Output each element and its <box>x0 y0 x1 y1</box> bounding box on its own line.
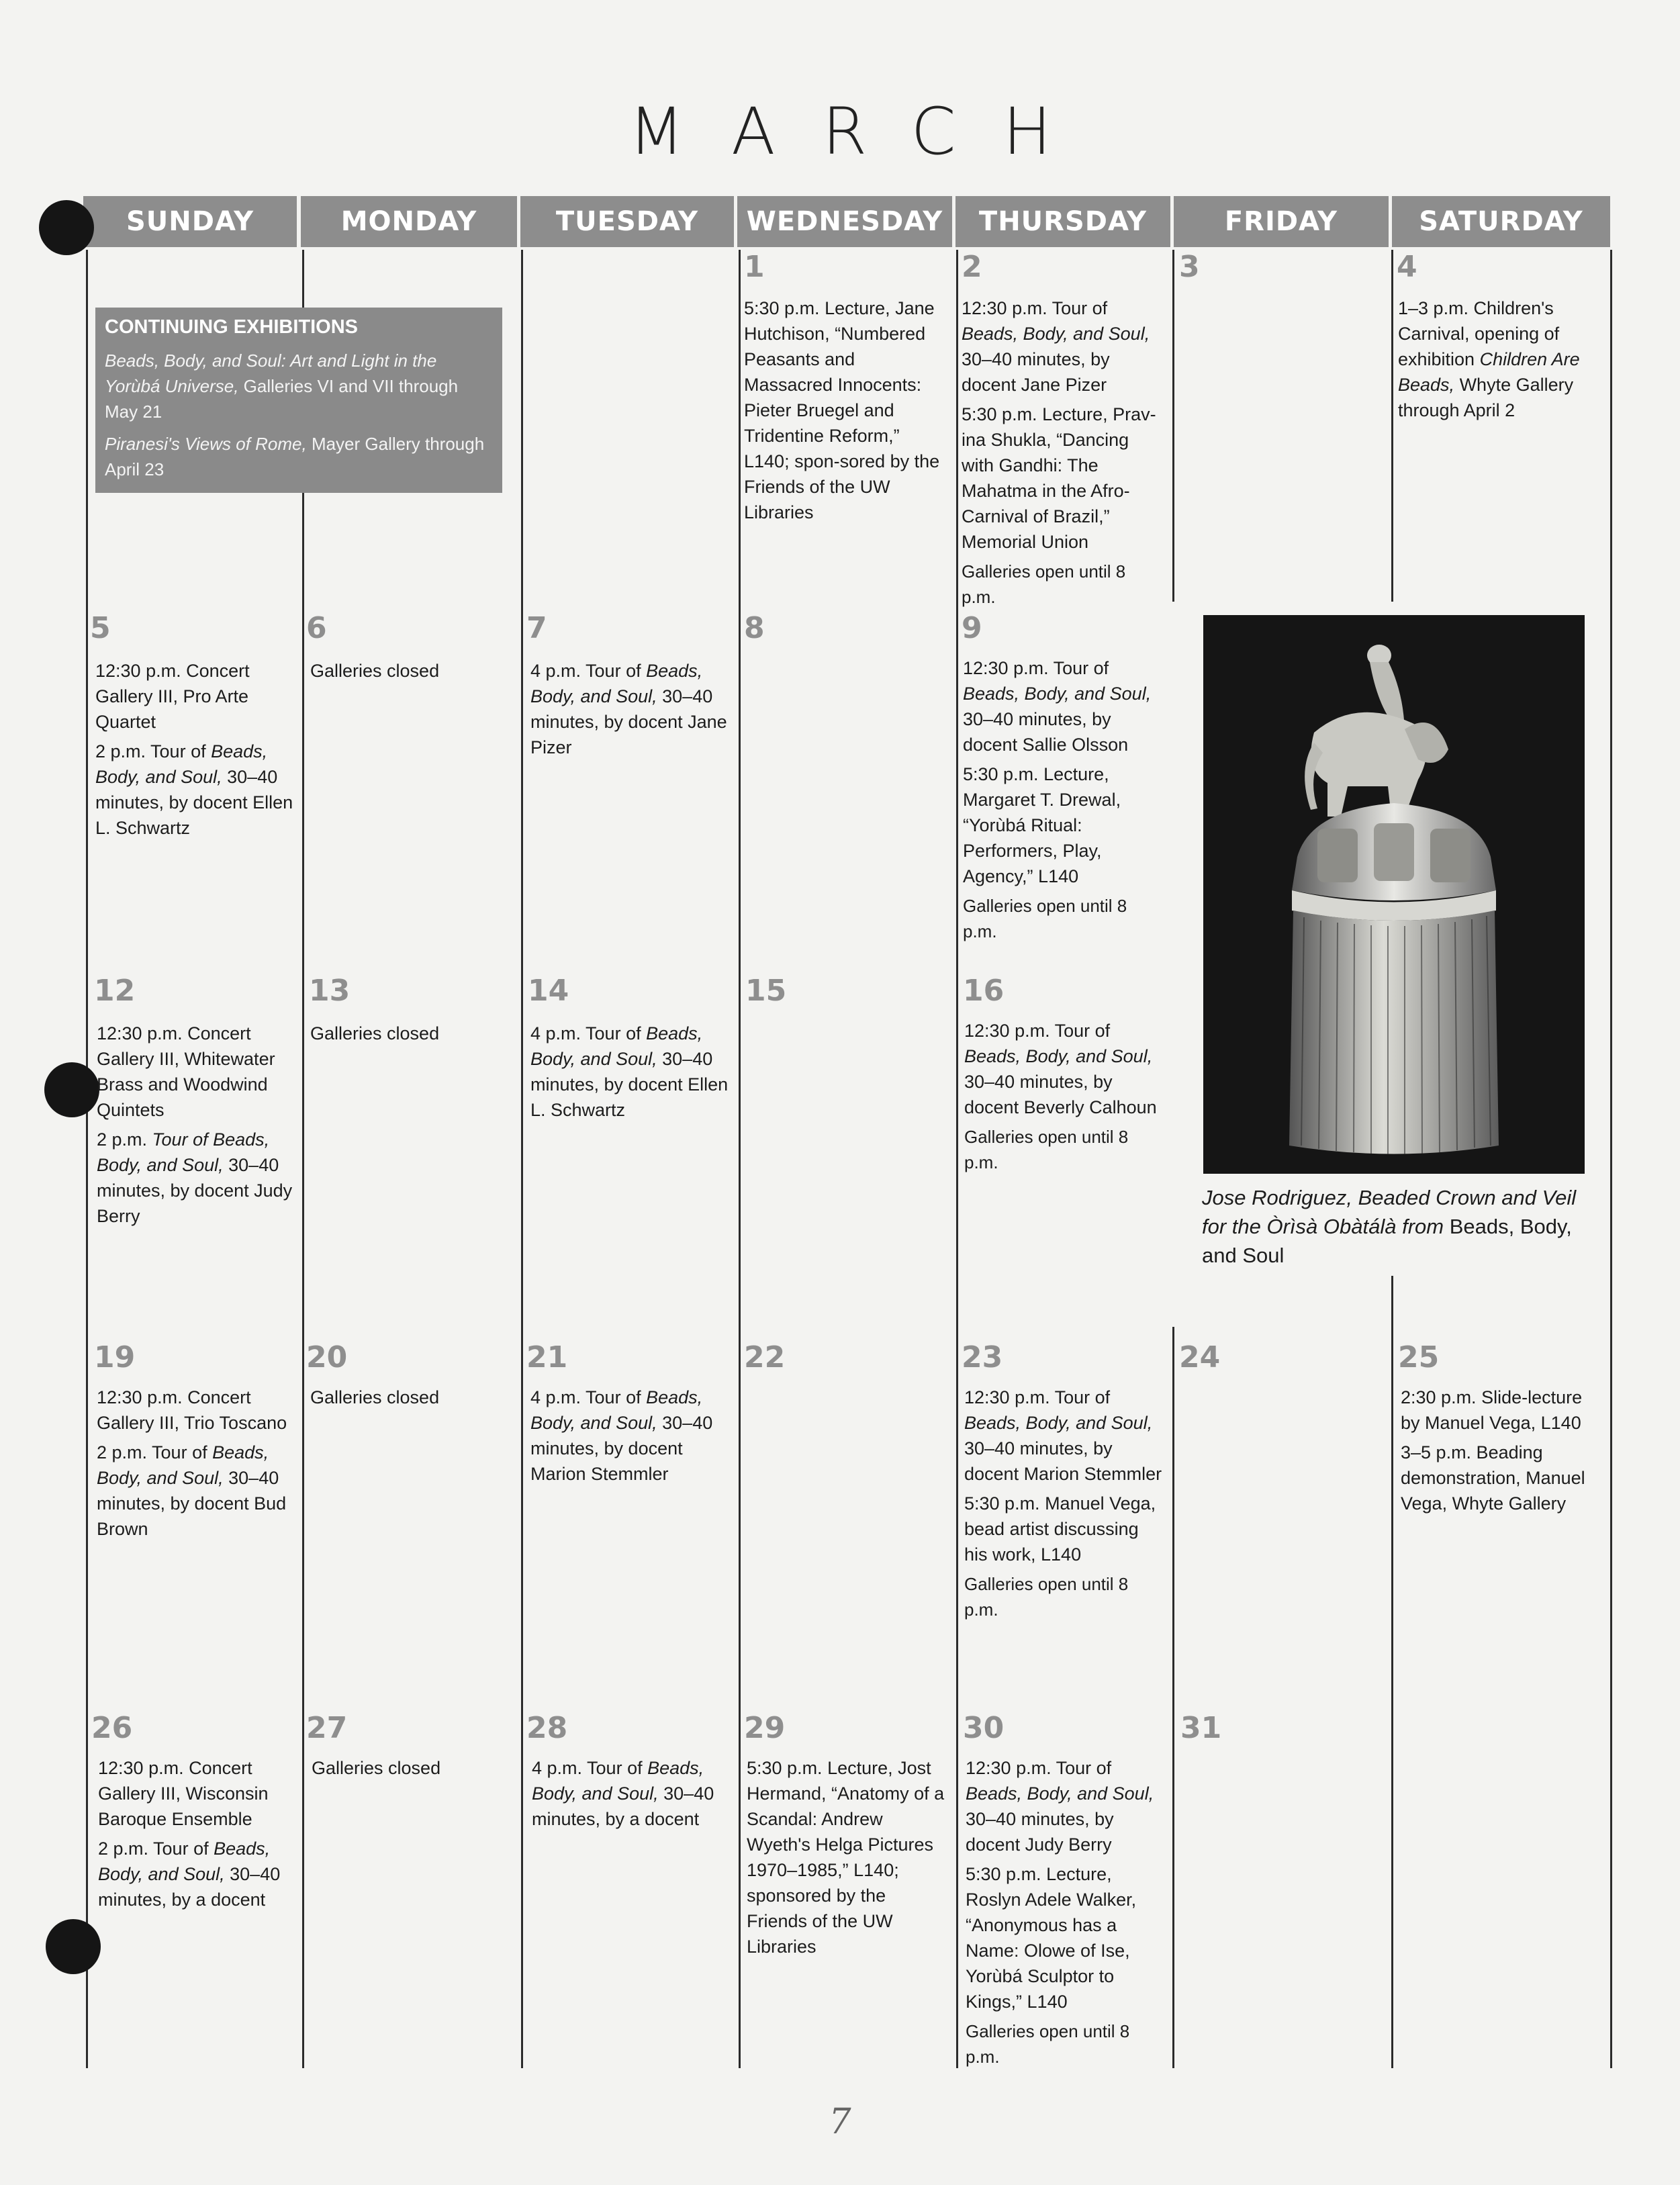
beaded-crown-image <box>1203 615 1585 1174</box>
binder-hole <box>39 200 94 255</box>
event: 5:30 p.m. Lecture, Jane Hutchison, “Numbered Peasants and Massacred Innocents: Pieter Bruegel and Tridentine Reform,” L140; spon-sored by the Friends of the UW Libraries <box>744 298 940 522</box>
day-number: 3 <box>1179 250 1200 284</box>
gallery-hours-note: Galleries open until 8 p.m. <box>964 1574 1129 1620</box>
event-text: Whyte Gallery through April 2 <box>1398 375 1574 420</box>
caption-artwork: Jose Rodriguez, Beaded Crown and Veil for the Òrìsà Obàtálà from <box>1202 1186 1577 1238</box>
day-events <box>97 1385 298 1546</box>
day-events <box>98 1755 299 1916</box>
day-number: 31 <box>1180 1711 1222 1745</box>
day-events <box>310 658 512 688</box>
event <box>95 739 297 841</box>
header-monday: MONDAY <box>301 196 517 247</box>
event <box>532 1755 733 1832</box>
event-text: 4 p.m. Tour of <box>530 661 647 681</box>
event-text: 12:30 p.m. Tour of <box>962 298 1108 318</box>
day-number: 30 <box>963 1711 1005 1745</box>
exhibition-title: Beads, Body, and Soul, <box>95 741 268 787</box>
event <box>530 1385 732 1487</box>
exhibition-title: Beads, Body, and Soul, <box>530 661 703 706</box>
event: 5:30 p.m. Lecture, Jost Hermand, “Anatomy of a Scandal: Andrew Wyeth's Helga Pictures 1970–1985,” L140; sponsored by the Friends of the UW Libraries <box>747 1758 945 1957</box>
day-number: 21 <box>526 1340 568 1375</box>
day-events <box>530 1385 732 1491</box>
continuing-exhibition-item <box>105 348 493 424</box>
page-number: 7 <box>829 2102 851 2142</box>
day-number: 20 <box>306 1340 348 1375</box>
event <box>530 658 732 760</box>
event: 5:30 p.m. Lecture, Margaret T. Drewal, “Yorùbá Ritual: Performers, Play, Agency,” L140 <box>963 764 1121 886</box>
day-events <box>1398 295 1599 427</box>
continuing-exhibitions-box <box>95 308 502 493</box>
exhibition-title: Beads, Body, and Soul: Art and Light in the Yorùbá Universe, <box>105 351 437 396</box>
header-sunday: SUNDAY <box>83 196 297 247</box>
day-events <box>530 658 732 764</box>
exhibition-title: Beads, Body, and Soul, <box>98 1839 271 1884</box>
event-text: 1–3 p.m. Children's Carnival, opening of exhibition <box>1398 298 1560 369</box>
binder-hole <box>44 1062 99 1117</box>
day-number: 8 <box>744 611 765 645</box>
event: 5:30 p.m. Manuel Vega, bead artist discussing his work, L140 <box>964 1493 1156 1565</box>
exhibition-title: Beads, Body, and Soul, <box>530 1387 703 1433</box>
event-text: 2 p.m. Tour of <box>98 1839 214 1859</box>
column-rule <box>1610 250 1612 2068</box>
event: 3–5 p.m. Beading demonstration, Manuel Vega, Whyte Gallery <box>1401 1442 1585 1514</box>
header-saturday: SATURDAY <box>1392 196 1610 247</box>
day-events <box>966 1755 1167 2070</box>
event-text: 12:30 p.m. Tour of <box>964 1021 1111 1041</box>
event-text: 4 p.m. Tour of <box>530 1023 647 1043</box>
day-events <box>310 1385 512 1414</box>
day-events <box>1401 1385 1602 1520</box>
event-text: 2 p.m. Tour of <box>97 1442 213 1462</box>
continuing-exhibition-item <box>105 431 493 482</box>
day-events <box>962 295 1163 610</box>
event-text: 30–40 minutes, by a docent <box>532 1783 714 1829</box>
photo-caption <box>1202 1183 1598 1270</box>
column-rule <box>302 250 304 2068</box>
event <box>97 1127 298 1229</box>
event: 2:30 p.m. Slide-lecture by Manuel Vega, L140 <box>1401 1387 1583 1433</box>
event-text: 12:30 p.m. Tour of <box>963 658 1109 678</box>
day-events <box>747 1755 948 1963</box>
column-rule <box>739 250 741 2068</box>
exhibition-title: Beads, Body, and Soul, <box>962 324 1150 344</box>
event-text: 4 p.m. Tour of <box>530 1387 647 1407</box>
day-events <box>532 1755 733 1836</box>
day-number: 9 <box>962 611 982 645</box>
day-events <box>97 1021 298 1233</box>
event-text: 30–40 minutes, by docent Marion Stemmler <box>530 1413 713 1484</box>
event: 12:30 p.m. Concert Gallery III, Pro Arte Quartet <box>95 661 250 732</box>
exhibition-title: Children Are Beads, <box>1398 349 1580 395</box>
column-rule <box>1172 1327 1174 2068</box>
event-text: 2 p.m. Tour of <box>95 741 212 761</box>
event-text: 30–40 minutes, by docent Judy Berry <box>966 1809 1114 1855</box>
event-text: 12:30 p.m. Tour of <box>966 1758 1112 1778</box>
event-text: 30–40 minutes, by docent Jane Pizer <box>530 686 727 757</box>
event <box>964 1385 1166 1487</box>
header-tuesday: TUESDAY <box>520 196 734 247</box>
column-rule <box>1391 250 1393 602</box>
header-wednesday: WEDNESDAY <box>737 196 952 247</box>
exhibition-title: Beads, Body, and Soul, <box>97 1442 269 1488</box>
day-number: 15 <box>745 974 787 1008</box>
event-text: 30–40 minutes, by docent Sallie Olsson <box>963 709 1129 755</box>
exhibition-title: Beads, Body, and Soul, <box>964 1413 1153 1433</box>
event: Galleries closed <box>310 1023 440 1043</box>
beaded-crown-photo <box>1203 615 1585 1174</box>
day-number: 12 <box>94 974 136 1008</box>
day-number: 25 <box>1398 1340 1440 1375</box>
event-text: 4 p.m. Tour of <box>532 1758 648 1778</box>
day-number: 7 <box>526 611 547 645</box>
event: Galleries closed <box>310 1387 440 1407</box>
column-rule <box>1391 1276 1393 2068</box>
day-number: 29 <box>744 1711 786 1745</box>
event: Galleries closed <box>310 661 440 681</box>
event-text: 30–40 minutes, by docent Ellen L. Schwartz <box>95 767 293 838</box>
day-number: 24 <box>1179 1340 1221 1375</box>
page-title: MARCH <box>628 94 1099 169</box>
event-text: 30–40 minutes, by docent Ellen L. Schwartz <box>530 1049 729 1120</box>
day-number: 27 <box>306 1711 348 1745</box>
event <box>1398 295 1599 423</box>
day-number: 22 <box>744 1340 786 1375</box>
day-number: 28 <box>526 1711 568 1745</box>
event <box>98 1836 299 1912</box>
day-events <box>964 1018 1166 1175</box>
gallery-hours-note: Galleries open until 8 p.m. <box>963 896 1127 941</box>
day-events <box>312 1755 513 1785</box>
continuing-exhibitions-heading: CONTINUING EXHIBITIONS <box>105 316 359 338</box>
gallery-hours-note: Galleries open until 8 p.m. <box>964 1127 1129 1172</box>
day-number: 16 <box>963 974 1005 1008</box>
exhibition-title: Piranesi's Views of Rome, <box>105 434 307 454</box>
day-events <box>963 655 1164 944</box>
exhibition-title: Beads, Body, and Soul, <box>963 684 1152 704</box>
event <box>962 295 1163 398</box>
day-number: 26 <box>91 1711 133 1745</box>
exhibition-details: Mayer Gallery through April 23 <box>105 434 485 479</box>
day-events <box>744 295 945 529</box>
event <box>966 1755 1167 1857</box>
event-text: 2 p.m. <box>97 1129 152 1150</box>
exhibition-details: Galleries VI and VII through May 21 <box>105 376 459 422</box>
exhibition-title: Beads, Body, and Soul, <box>530 1023 703 1069</box>
event: Galleries closed <box>312 1758 441 1778</box>
day-number: 13 <box>309 974 351 1008</box>
day-number: 23 <box>962 1340 1003 1375</box>
caption-exhibition: Beads, Body, and Soul <box>1202 1215 1572 1267</box>
event-text: 12:30 p.m. Tour of <box>964 1387 1111 1407</box>
gallery-hours-note: Galleries open until 8 p.m. <box>962 561 1126 607</box>
event-text: 30–40 minutes, by docent Marion Stemmler <box>964 1438 1162 1484</box>
day-number: 19 <box>94 1340 136 1375</box>
event <box>97 1440 298 1542</box>
event-text: 30–40 minutes, by a docent <box>98 1864 281 1910</box>
exhibition-title: Beads, Body, and Soul, <box>964 1046 1153 1066</box>
day-events <box>964 1385 1166 1622</box>
day-number: 14 <box>528 974 569 1008</box>
day-events <box>95 658 297 845</box>
event <box>963 655 1164 757</box>
column-rule <box>86 250 88 2068</box>
exhibition-title: Beads, Body, and Soul, <box>966 1783 1154 1804</box>
exhibition-title: Tour of Beads, Body, and Soul, <box>97 1129 270 1175</box>
day-events <box>310 1021 512 1050</box>
day-number: 5 <box>90 611 111 645</box>
column-rule <box>1172 250 1174 602</box>
exhibition-title: Beads, Body, and Soul, <box>532 1758 704 1804</box>
day-number: 4 <box>1397 250 1417 284</box>
header-thursday: THURSDAY <box>955 196 1170 247</box>
header-friday: FRIDAY <box>1174 196 1389 247</box>
day-events <box>530 1021 732 1127</box>
event-text: 30–40 minutes, by docent Judy Berry <box>97 1155 293 1226</box>
event <box>530 1021 732 1123</box>
gallery-hours-note: Galleries open until 8 p.m. <box>966 2021 1130 2067</box>
binder-hole <box>46 1919 101 1974</box>
event: 12:30 p.m. Concert Gallery III, Whitewater Brass and Woodwind Quintets <box>97 1023 275 1120</box>
event: 5:30 p.m. Lecture, Roslyn Adele Walker, “Anonymous has a Name: Olowe of Ise, Yorùbá Sculptor to Kings,” L140 <box>966 1864 1137 2012</box>
event: 12:30 p.m. Concert Gallery III, Wisconsin Baroque Ensemble <box>98 1758 269 1829</box>
day-number: 1 <box>744 250 765 284</box>
event <box>964 1018 1166 1120</box>
event: 5:30 p.m. Lecture, Prav-ina Shukla, “Dancing with Gandhi: The Mahatma in the Afro-Carnival of Brazil,” Memorial Union <box>962 404 1156 552</box>
day-number: 6 <box>306 611 327 645</box>
event-text: 30–40 minutes, by docent Bud Brown <box>97 1468 287 1539</box>
event-text: 30–40 minutes, by docent Beverly Calhoun <box>964 1072 1157 1117</box>
day-number: 2 <box>962 250 982 284</box>
event-text: 30–40 minutes, by docent Jane Pizer <box>962 349 1110 395</box>
column-rule <box>956 250 958 2068</box>
column-rule <box>521 250 523 2068</box>
event: 12:30 p.m. Concert Gallery III, Trio Toscano <box>97 1387 287 1433</box>
